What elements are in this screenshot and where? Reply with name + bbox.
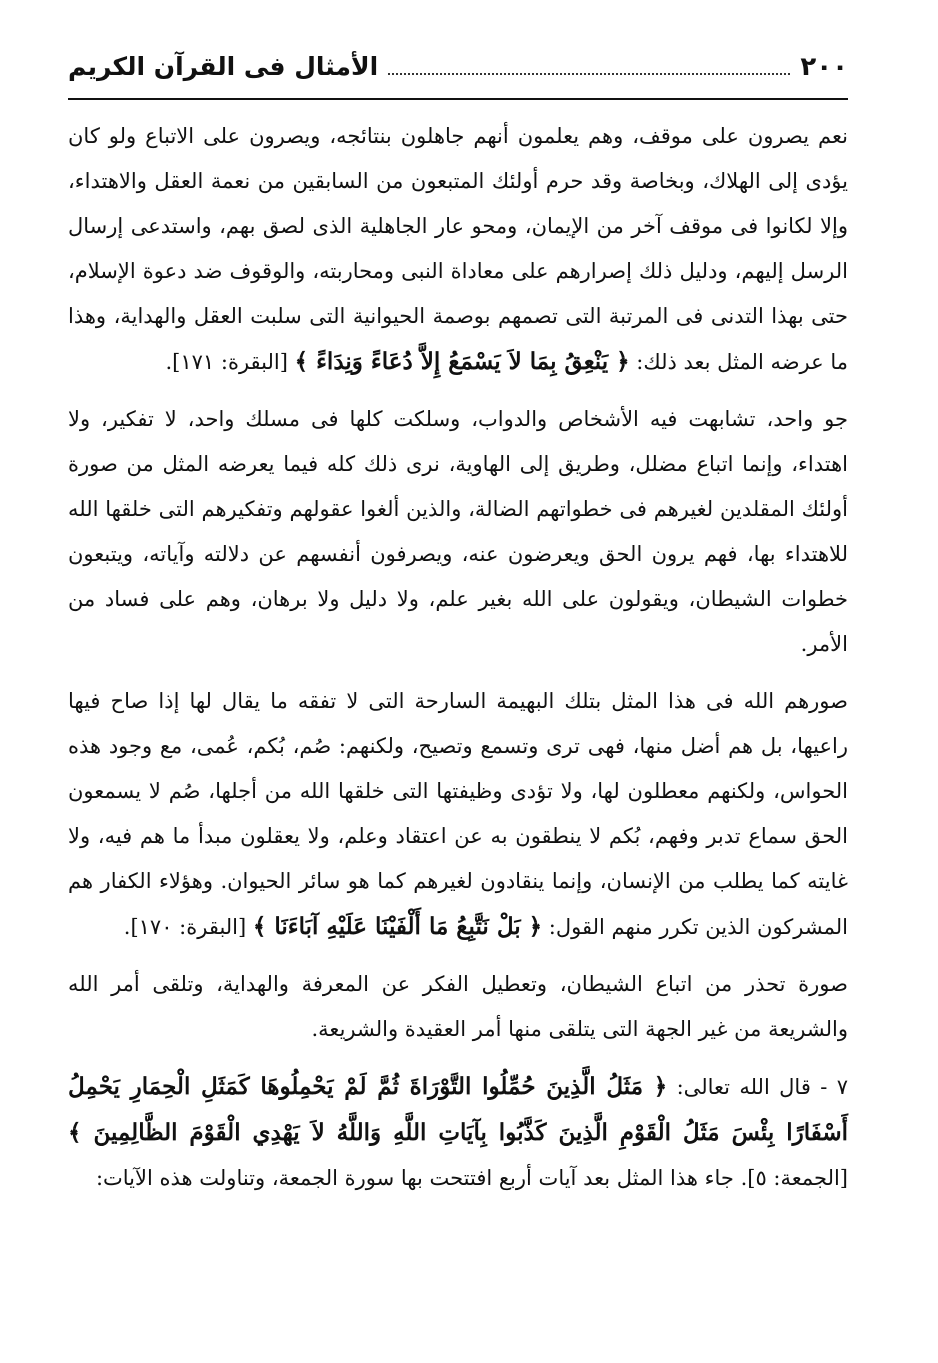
paragraph-1 xyxy=(68,114,848,385)
quran-verse: ﴿ يَنْعِقُ بِمَا لاَ يَسْمَعُ إِلاَّ دُعَاءً وَنِدَاءً ﴾ xyxy=(294,348,630,375)
paragraph-5 xyxy=(68,1064,848,1201)
paragraph-2 xyxy=(68,397,848,667)
paragraph-text: جو واحد، تشابهت فيه الأشخاص والدواب، وسلكت كلها فى مسلك واحد، لا تفكير، ولا اهتداء، وإنما اتباع مضلل، وطريق إلى الهاوية، نرى ذلك كله فيما يعرضه المثل من صورة أولئك المقلدين لغيرهم فى خطواتهم الضالة، والذين ألغوا عقولهم وتفكيرهم التى خلقها الله للاهتداء بها، فهم يرون الحق ويعرضون عنه، ويصرفون أنفسهم عن دلالته وآياته، ويتبعون خطوات الشيطان، ويقولون على الله بغير علم، ولا دليل ولا برهان، وهم على فساد من الأمر. xyxy=(68,407,848,656)
verse-reference: [البقرة: ١٧١]. xyxy=(165,350,295,374)
paragraph-text: نعم يصرون على موقف، وهم يعلمون أنهم جاهلون بنتائجه، ويصرون على الاتباع ولو كان يؤدى إلى الهلاك، وبخاصة وقد حرم أولئك المتبعون من السابقين من نعمة العقل والاهتداء، وإلا لكانوا فى موقف آخر من الإيمان، ومحو عار الجاهلية الذى لصق بهم، واستدعى إرسال الرسل إليهم، ودليل ذلك إصرارهم على معاداة النبى ومحاربته، والوقوف ضد دعوة الإسلام، حتى بهذا التدنى فى المرتبة التى تصمهم بوصمة الحيوانية التى سلبت العقل والهداية، وهذا ما عرضه المثل بعد ذلك: xyxy=(68,124,848,374)
paragraph-text: ٧ - قال الله تعالى: xyxy=(667,1075,848,1099)
quran-verse: ﴿ مَثَلُ الَّذِينَ حُمِّلُوا التَّوْرَاةَ ثُمَّ لَمْ يَحْمِلُوهَا كَمَثَلِ الْحِمَارِ يَحْمِلُ أَسْفَارًا بِئْسَ مَثَلُ الْقَوْمِ الَّذِينَ كَذَّبُوا بِآيَاتِ اللَّهِ وَاللَّهُ لاَ يَهْدِي الْقَوْمَ الظَّالِمِينَ ﴾ xyxy=(68,1073,848,1146)
paragraph-text: صورة تحذر من اتباع الشيطان، وتعطيل الفكر عن المعرفة والهداية، وتلقى أمر الله والشريعة من غير الجهة التى يتلقى منها أمر العقيدة والشريعة. xyxy=(68,972,848,1041)
paragraph-text: صورهم الله فى هذا المثل بتلك البهيمة السارحة التى لا تفقه ما يقال لها إذا صاح فيها راعيها، بل هم أضل منها، فهى ترى وتسمع وتصيح، ولكنهم: صُم، بُكم، عُمى، مع وجود هذه الحواس، ولكنهم معطلون لها، ولا تؤدى وظيفتها التى خلقها الله من أجلها، صُم لا يسمعون الحق سماع تدبر وفهم، بُكم لا ينطقون به عن اعتقاد وعلم، ولا يعقلون مبدأ ما هم فيه، ولا غايته كما يطلب من الإنسان، وإنما ينقادون لغيرهم كما هو سائر الحيوان. وهؤلاء الكفار هم المشركون الذين تكرر منهم القول: xyxy=(68,689,848,939)
header-leader-dots xyxy=(388,59,790,75)
page-header xyxy=(68,52,848,100)
running-title: الأمثال فى القرآن الكريم xyxy=(68,52,379,81)
verse-reference: [البقرة: ١٧٠]. xyxy=(123,915,253,939)
book-page xyxy=(68,52,848,1213)
paragraph-3 xyxy=(68,679,848,950)
quran-verse: ﴿ بَلْ نَتَّبِعُ مَا أَلْفَيْنَا عَلَيْهِ آبَاءَنَا ﴾ xyxy=(252,913,543,940)
verse-reference: [الجمعة: ٥]. جاء هذا المثل بعد آيات أربع افتتحت بها سورة الجمعة، وتناولت هذه الآيات: xyxy=(95,1166,848,1190)
paragraph-4 xyxy=(68,962,848,1052)
body-text xyxy=(68,114,848,1201)
page-number: ٢٠٠ xyxy=(800,52,848,82)
